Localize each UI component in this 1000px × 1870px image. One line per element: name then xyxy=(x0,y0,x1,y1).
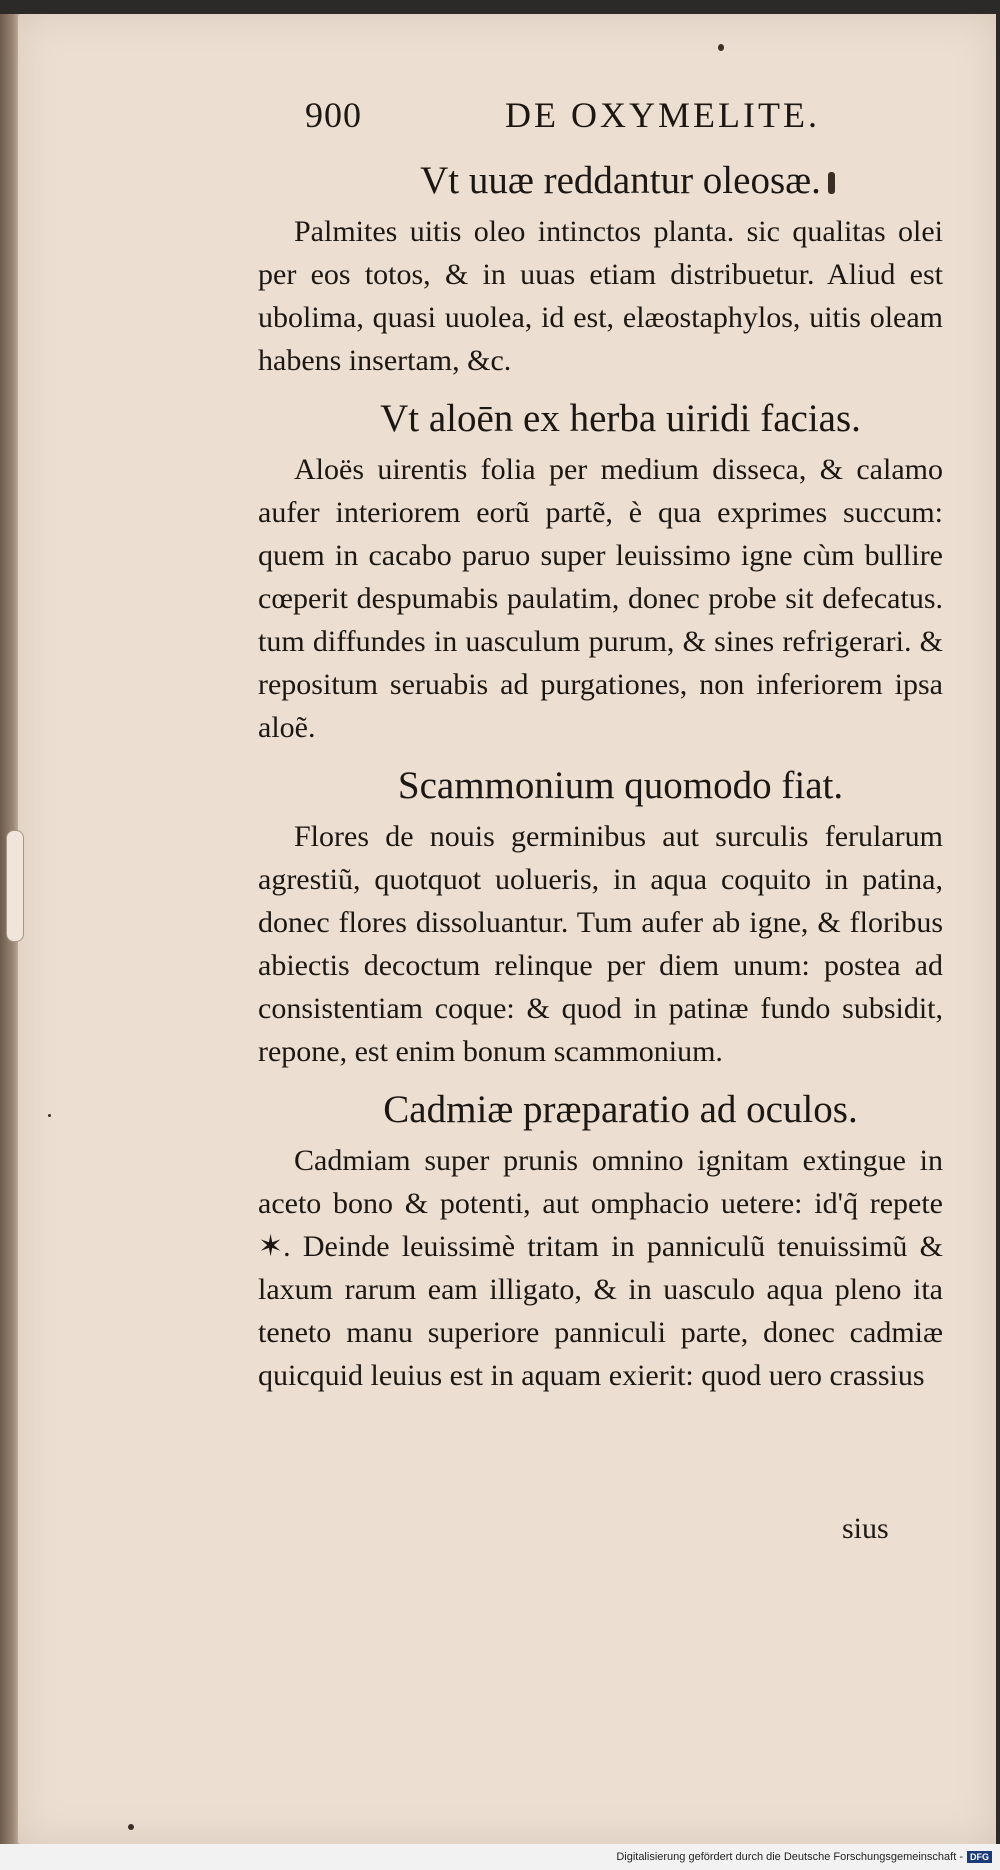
binding-mark xyxy=(6,830,24,942)
digitization-footer xyxy=(0,1844,1000,1870)
section-title: Vt aloēn ex herba uiridi facias. xyxy=(380,397,861,440)
section-title: Vt uuæ reddantur oleosæ. xyxy=(420,159,821,202)
running-head: DE OXYMELITE. xyxy=(505,95,820,135)
ink-speck xyxy=(48,1114,51,1117)
page-header xyxy=(305,94,835,136)
section-paragraph: Cadmiam super prunis omnino ignitam extingue in aceto bono & potenti, aut omphacio uetere: id'q̃ repete ✶. Deinde leuissimè tritam in panniculũ tenuissimũ & laxum rarum eam illigato, & in uasculo aqua pleno ita teneto manu superiore panniculi parte, donec cadmiæ quicquid leuius est in aquam exierit: quod uero crassius xyxy=(258,1144,943,1392)
section-paragraph: Palmites uitis oleo intinctos planta. sic qualitas olei per eos totos, & in uuas etiam distribuetur. Aliud est ubolima, quasi uuolea, id est, elæostaphylos, uitis oleam habens insertam, &c. xyxy=(258,215,943,377)
body-text xyxy=(258,150,943,1409)
section-scammonium xyxy=(258,761,943,1073)
section-paragraph: Aloës uirentis folia per medium disseca, & calamo aufer interiorem eorũ partẽ, è qua exprimes succum: quem in cacabo paruo super leuissimo igne cùm bullire cœperit despumabis paulatim, donec probe sit defecatus. tum diffundes in uasculum purum, & sines refrigerari. & repositum seruabis ad purgationes, non inferiorem ipsa aloẽ. xyxy=(258,453,943,744)
dfg-logo: DFG xyxy=(967,1851,992,1863)
footer-text: Digitalisierung gefördert durch die Deutsche Forschungsgemeinschaft - xyxy=(616,1851,963,1863)
section-aloe xyxy=(258,394,943,749)
section-paragraph: Flores de nouis germinibus aut surculis ferularum agrestiũ, quotquot uolueris, in aqua coquito in patina, donec flores dissoluantur. Tum aufer ab igne, & floribus abiectis decoctum relinque per diem unum: postea ad consistentiam coque: & quod in patinæ fundo subsidit, repone, est enim bonum scammonium. xyxy=(258,820,943,1068)
ink-speck xyxy=(128,1824,134,1830)
page-number: 900 xyxy=(305,95,362,135)
section-title: Scammonium quomodo fiat. xyxy=(397,764,844,807)
section-cadmia xyxy=(258,1085,943,1397)
section-title: Cadmiæ præparatio ad oculos. xyxy=(383,1088,858,1131)
ink-speck xyxy=(718,44,724,51)
section-grapes xyxy=(258,156,943,382)
catchword: sius xyxy=(842,1512,889,1545)
